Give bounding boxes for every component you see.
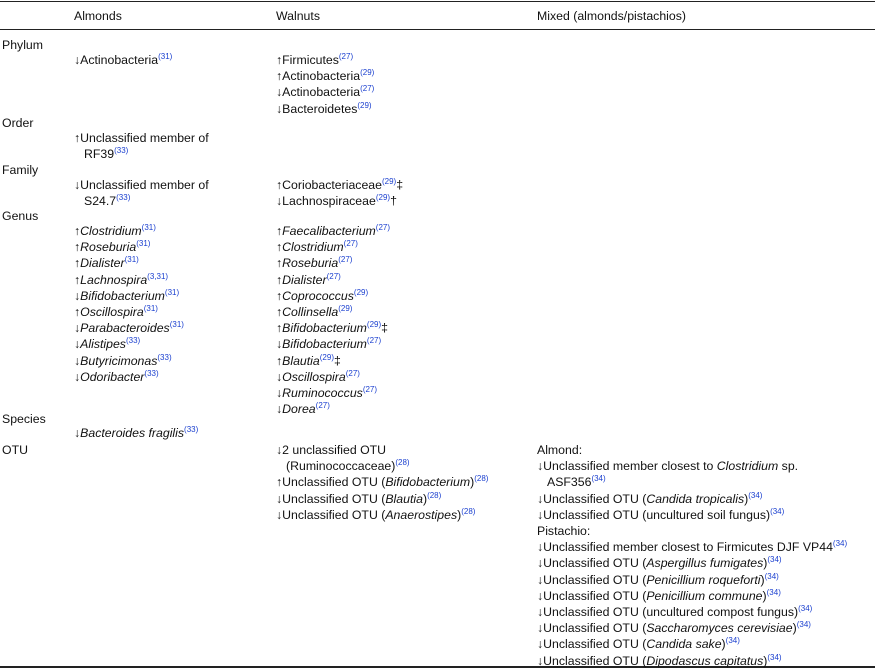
table-entry bbox=[276, 223, 390, 239]
reference-link: (29) bbox=[375, 193, 391, 203]
row-label-order: Order bbox=[2, 116, 34, 130]
taxon-name: Bacteroides fragilis bbox=[80, 426, 185, 440]
taxon-name-close: sp. bbox=[778, 459, 799, 474]
taxon-name: Unclassified OTU (uncultured compost fungus) bbox=[543, 605, 799, 620]
taxon-name: Unclassified OTU ( bbox=[543, 588, 647, 603]
table-entry bbox=[276, 304, 390, 320]
cell-order-almonds bbox=[74, 130, 209, 162]
trend-arrow: ↓ bbox=[537, 588, 544, 603]
table-entry bbox=[276, 320, 390, 336]
reference-link: (29) bbox=[357, 100, 372, 110]
cell-genus-almonds bbox=[74, 223, 184, 385]
cell-otu-walnuts bbox=[276, 442, 488, 523]
reference-link: (31) bbox=[143, 304, 158, 314]
table-entry bbox=[74, 369, 184, 385]
footnote-mark: ‡ bbox=[396, 178, 404, 192]
table-entry bbox=[537, 491, 847, 507]
trend-arrow: ↓ bbox=[74, 178, 81, 192]
reference-link: (33) bbox=[114, 146, 129, 156]
taxon-name: Unclassified OTU ( bbox=[543, 556, 647, 571]
table-entry bbox=[537, 555, 847, 571]
reference-link: (33) bbox=[184, 425, 199, 434]
taxon-name-close: ) bbox=[457, 507, 462, 522]
taxon-name: Unclassified OTU ( bbox=[543, 637, 647, 652]
table-entry bbox=[276, 101, 374, 117]
trend-arrow: ↓ bbox=[537, 572, 544, 587]
table-entry bbox=[537, 442, 847, 458]
taxon-name: (Ruminococcaceae) bbox=[286, 459, 396, 474]
reference-link: (28) bbox=[427, 490, 442, 500]
taxon-name-italic: Candida tropicalis bbox=[646, 491, 745, 506]
trend-arrow: ↓ bbox=[276, 491, 283, 506]
trend-arrow: ↓ bbox=[276, 337, 283, 352]
trend-arrow: ↑ bbox=[74, 272, 81, 287]
taxon-name-close: ) bbox=[744, 491, 749, 506]
header-almonds: Almonds bbox=[74, 9, 122, 23]
header-mixed: Mixed (almonds/pistachios) bbox=[537, 9, 686, 23]
taxon-name: Dialister bbox=[80, 256, 125, 271]
taxon-name: Unclassified member closest to bbox=[543, 459, 717, 474]
table-entry bbox=[276, 84, 374, 100]
trend-arrow: ↓ bbox=[74, 369, 81, 384]
cell-family-walnuts bbox=[276, 177, 403, 209]
taxon-name: Clostridium bbox=[80, 224, 142, 238]
table-entry bbox=[537, 539, 847, 555]
trend-arrow: ↓ bbox=[537, 653, 544, 668]
reference-link: (27) bbox=[345, 368, 360, 378]
table-entry bbox=[537, 620, 847, 636]
table-entry bbox=[276, 255, 390, 271]
trend-arrow: ↑ bbox=[276, 69, 283, 84]
taxon-name-close: ) bbox=[760, 572, 765, 587]
reference-link: (34) bbox=[725, 636, 740, 646]
taxon-name: Actinobacteria bbox=[80, 53, 159, 67]
table-entry bbox=[276, 52, 374, 68]
reference-link: (34) bbox=[764, 571, 779, 581]
table-entry bbox=[74, 130, 209, 146]
trend-arrow: ↓ bbox=[74, 288, 81, 303]
trend-arrow: ↑ bbox=[74, 131, 81, 145]
trend-arrow: ↓ bbox=[74, 53, 81, 67]
reference-link: (27) bbox=[326, 271, 341, 281]
taxon-name: Unclassified OTU ( bbox=[282, 507, 386, 522]
cell-phylum-almonds bbox=[74, 52, 172, 68]
trend-arrow: ↑ bbox=[276, 353, 283, 368]
taxon-name: Oscillospira bbox=[282, 369, 346, 384]
table-entry bbox=[537, 523, 847, 539]
table-entry bbox=[74, 336, 184, 352]
trend-arrow: ↓ bbox=[276, 194, 283, 209]
trend-arrow: ↓ bbox=[74, 353, 81, 368]
table-entry bbox=[74, 193, 209, 209]
table-entry bbox=[276, 474, 488, 490]
taxon-name: Parabacteroides bbox=[80, 321, 170, 336]
taxon-name-italic: Blautia bbox=[385, 491, 423, 506]
taxon-name-italic: Penicillium roqueforti bbox=[646, 572, 761, 587]
reference-link: (33) bbox=[157, 352, 172, 362]
reference-link: (27) bbox=[362, 385, 378, 395]
trend-arrow: ↑ bbox=[276, 224, 283, 238]
reference-link: (34) bbox=[770, 506, 785, 516]
taxon-name-italic: Candida sake bbox=[646, 637, 722, 652]
reference-link: (29) bbox=[381, 177, 397, 186]
trend-arrow: ↓ bbox=[537, 637, 544, 652]
taxon-name: Unclassified OTU ( bbox=[282, 491, 386, 506]
table-entry bbox=[537, 458, 847, 474]
reference-link: (34) bbox=[767, 555, 782, 565]
taxon-name-italic: Bifidobacterium bbox=[385, 475, 471, 490]
taxon-name: 2 unclassified OTU bbox=[282, 443, 387, 457]
table-entry bbox=[74, 223, 184, 239]
trend-arrow: ↓ bbox=[276, 507, 283, 522]
header-walnuts: Walnuts bbox=[276, 9, 320, 23]
taxon-name: Unclassified member closest to Firmicutes DJF VP44 bbox=[543, 540, 833, 555]
taxon-name-close: ) bbox=[470, 475, 475, 490]
taxon-name-close: ) bbox=[422, 491, 428, 506]
reference-link: (29) bbox=[319, 352, 334, 362]
taxon-name-close: ) bbox=[721, 637, 726, 652]
trend-arrow: ↑ bbox=[74, 305, 81, 320]
cell-otu-mixed bbox=[537, 442, 847, 669]
trend-arrow: ↑ bbox=[276, 53, 283, 67]
trend-arrow: ↓ bbox=[537, 556, 544, 571]
reference-link: (31) bbox=[164, 287, 180, 297]
row-label-otu: OTU bbox=[2, 443, 28, 457]
reference-link: (28) bbox=[395, 458, 410, 468]
taxon-name: Unclassified OTU (uncultured soil fungus) bbox=[543, 507, 771, 522]
taxon-name-italic: Saccharomyces cerevisiae bbox=[646, 621, 793, 636]
taxon-name: Unclassified OTU ( bbox=[543, 491, 647, 506]
taxon-name: Unclassified OTU ( bbox=[543, 621, 647, 636]
table-entry bbox=[276, 491, 488, 507]
trend-arrow: ↓ bbox=[537, 507, 544, 522]
reference-link: (27) bbox=[366, 336, 382, 346]
reference-link: (33) bbox=[116, 193, 131, 203]
reference-link: (3,31) bbox=[147, 271, 169, 281]
table-entry bbox=[537, 572, 847, 588]
row-label-family: Family bbox=[2, 163, 39, 177]
reference-link: (27) bbox=[360, 84, 375, 94]
taxon-name-close: ) bbox=[792, 621, 797, 636]
table-entry bbox=[276, 369, 390, 385]
trend-arrow: ↓ bbox=[276, 443, 283, 457]
trend-arrow: ↑ bbox=[74, 224, 81, 238]
taxon-name: Dorea bbox=[282, 402, 316, 417]
reference-link: (28) bbox=[474, 474, 489, 484]
table-entry bbox=[74, 320, 184, 336]
reference-link: (33) bbox=[125, 336, 141, 346]
cell-phylum-walnuts bbox=[276, 52, 374, 117]
trend-arrow: ↑ bbox=[276, 256, 283, 271]
taxon-name: Ruminococcus bbox=[282, 386, 363, 401]
taxon-name: Roseburia bbox=[282, 256, 339, 271]
table-entry bbox=[276, 68, 374, 84]
taxon-name: Coprococcus bbox=[282, 288, 354, 303]
trend-arrow: ↓ bbox=[537, 459, 544, 474]
reference-link: (28) bbox=[461, 506, 476, 516]
table-entry bbox=[276, 458, 488, 474]
taxon-name: Unclassified OTU ( bbox=[282, 475, 386, 490]
trend-arrow: ↑ bbox=[276, 475, 283, 490]
reference-link: (27) bbox=[343, 239, 358, 249]
trend-arrow: ↑ bbox=[276, 288, 283, 303]
taxon-name: Clostridium bbox=[282, 240, 344, 255]
table-entry bbox=[74, 425, 198, 441]
table-entry bbox=[276, 353, 390, 369]
table-entry bbox=[74, 52, 172, 68]
table-entry bbox=[74, 177, 209, 193]
table-entry bbox=[74, 304, 184, 320]
reference-link: (34) bbox=[766, 587, 781, 597]
reference-link: (34) bbox=[798, 604, 813, 614]
row-label-genus: Genus bbox=[2, 209, 39, 223]
taxon-name: Unclassified OTU ( bbox=[543, 572, 647, 587]
reference-link: (31) bbox=[158, 52, 173, 61]
cell-genus-walnuts bbox=[276, 223, 390, 417]
trend-arrow: ↓ bbox=[276, 402, 283, 417]
row-label-phylum: Phylum bbox=[2, 38, 44, 52]
trend-arrow: ↓ bbox=[537, 491, 544, 506]
table-entry bbox=[276, 385, 390, 401]
trend-arrow: ↓ bbox=[537, 621, 544, 636]
table-entry bbox=[537, 474, 847, 490]
taxon-name: Bacteroidetes bbox=[282, 101, 358, 116]
reference-link: (33) bbox=[144, 368, 159, 378]
taxon-name-close: ) bbox=[763, 653, 768, 668]
trend-arrow: ↓ bbox=[74, 337, 81, 352]
header-rule bbox=[0, 29, 875, 30]
taxon-name: Blautia bbox=[282, 353, 320, 368]
reference-link: (29) bbox=[353, 287, 369, 297]
taxon-name: Almond: bbox=[537, 443, 583, 457]
taxon-name-close: ) bbox=[763, 556, 768, 571]
taxon-name: Actinobacteria bbox=[282, 85, 361, 100]
trend-arrow: ↓ bbox=[276, 101, 283, 116]
reference-link: (31) bbox=[124, 255, 139, 265]
cell-species-almonds bbox=[74, 425, 198, 441]
footnote-mark: † bbox=[390, 194, 397, 209]
reference-link: (34) bbox=[591, 474, 606, 484]
table-entry bbox=[537, 604, 847, 620]
footnote-mark: ‡ bbox=[334, 353, 341, 368]
reference-link: (34) bbox=[796, 620, 811, 630]
table-entry bbox=[74, 255, 184, 271]
taxon-name: Lachnospira bbox=[80, 272, 148, 287]
taxon-name: Dialister bbox=[282, 272, 327, 287]
trend-arrow: ↓ bbox=[276, 369, 283, 384]
taxon-name-italic: Anaerostipes bbox=[385, 507, 458, 522]
taxon-name: Roseburia bbox=[80, 240, 137, 255]
taxon-name: RF39 bbox=[84, 147, 115, 162]
reference-link: (31) bbox=[141, 223, 156, 232]
taxon-name: Bifidobacterium bbox=[80, 288, 165, 303]
reference-link: (29) bbox=[366, 320, 382, 330]
table-entry bbox=[276, 442, 488, 458]
reference-link: (34) bbox=[832, 539, 848, 549]
top-rule bbox=[0, 1, 875, 2]
reference-link: (27) bbox=[338, 52, 354, 61]
table-entry bbox=[537, 588, 847, 604]
taxon-name-close: ) bbox=[762, 588, 767, 603]
table-entry bbox=[276, 336, 390, 352]
table-entry bbox=[276, 288, 390, 304]
taxon-name: Pistachio: bbox=[537, 524, 591, 539]
reference-link: (29) bbox=[360, 68, 375, 78]
taxon-name-italic: Penicillium commune bbox=[646, 588, 763, 603]
taxon-name: Lachnospiraceae bbox=[282, 194, 376, 209]
trend-arrow: ↑ bbox=[276, 178, 283, 192]
trend-arrow: ↑ bbox=[276, 305, 283, 320]
trend-arrow: ↑ bbox=[74, 240, 81, 255]
trend-arrow: ↓ bbox=[276, 85, 283, 100]
trend-arrow: ↓ bbox=[276, 386, 283, 401]
reference-link: (27) bbox=[375, 223, 391, 232]
table-entry bbox=[537, 507, 847, 523]
trend-arrow: ↑ bbox=[74, 256, 81, 271]
taxon-name: S24.7 bbox=[84, 194, 117, 209]
reference-link: (34) bbox=[748, 490, 763, 500]
table-entry bbox=[276, 193, 403, 209]
table-entry bbox=[276, 272, 390, 288]
table-entry bbox=[74, 239, 184, 255]
taxon-name: Firmicutes bbox=[282, 53, 339, 67]
taxon-name-italic: Aspergillus fumigates bbox=[646, 556, 764, 571]
taxon-name: Bifidobacterium bbox=[282, 321, 367, 336]
taxon-name: Faecalibacterium bbox=[282, 224, 376, 238]
taxon-name: Unclassified member of bbox=[80, 131, 209, 145]
taxon-name: Actinobacteria bbox=[282, 69, 361, 84]
row-label-species: Species bbox=[2, 412, 46, 426]
table-entry bbox=[276, 507, 488, 523]
table-entry bbox=[276, 177, 403, 193]
table-entry bbox=[74, 288, 184, 304]
trend-arrow: ↓ bbox=[537, 605, 544, 620]
taxon-name: Oscillospira bbox=[80, 305, 144, 320]
table-entry bbox=[74, 353, 184, 369]
footnote-mark: ‡ bbox=[381, 321, 388, 336]
trend-arrow: ↓ bbox=[537, 540, 544, 555]
table-entry bbox=[276, 239, 390, 255]
taxon-name: Unclassified OTU ( bbox=[543, 653, 647, 668]
taxon-name: Odoribacter bbox=[80, 369, 145, 384]
trend-arrow: ↓ bbox=[74, 426, 81, 440]
trend-arrow: ↓ bbox=[74, 321, 81, 336]
cell-family-almonds bbox=[74, 177, 209, 209]
taxon-name: Collinsella bbox=[282, 305, 339, 320]
taxon-name: Butyricimonas bbox=[80, 353, 158, 368]
reference-link: (29) bbox=[338, 304, 353, 314]
taxon-name: Alistipes bbox=[80, 337, 126, 352]
taxon-name: Bifidobacterium bbox=[282, 337, 367, 352]
table-entry bbox=[74, 146, 209, 162]
table-entry bbox=[537, 636, 847, 652]
trend-arrow: ↑ bbox=[276, 321, 283, 336]
taxon-name: Unclassified member of bbox=[80, 178, 209, 192]
reference-link: (27) bbox=[338, 255, 353, 265]
taxon-name: ASF356 bbox=[547, 475, 592, 490]
reference-link: (34) bbox=[767, 652, 782, 662]
taxon-name-italic: Dipodascus capitatus bbox=[646, 653, 764, 668]
table-entry bbox=[74, 272, 184, 288]
reference-link: (27) bbox=[315, 401, 330, 411]
reference-link: (31) bbox=[136, 239, 151, 249]
table-entry bbox=[276, 401, 390, 417]
table-entry bbox=[537, 653, 847, 669]
taxon-name-italic: Clostridium bbox=[716, 459, 779, 474]
reference-link: (31) bbox=[169, 320, 184, 330]
trend-arrow: ↑ bbox=[276, 240, 283, 255]
trend-arrow: ↑ bbox=[276, 272, 283, 287]
taxon-name: Coriobacteriaceae bbox=[282, 178, 382, 192]
